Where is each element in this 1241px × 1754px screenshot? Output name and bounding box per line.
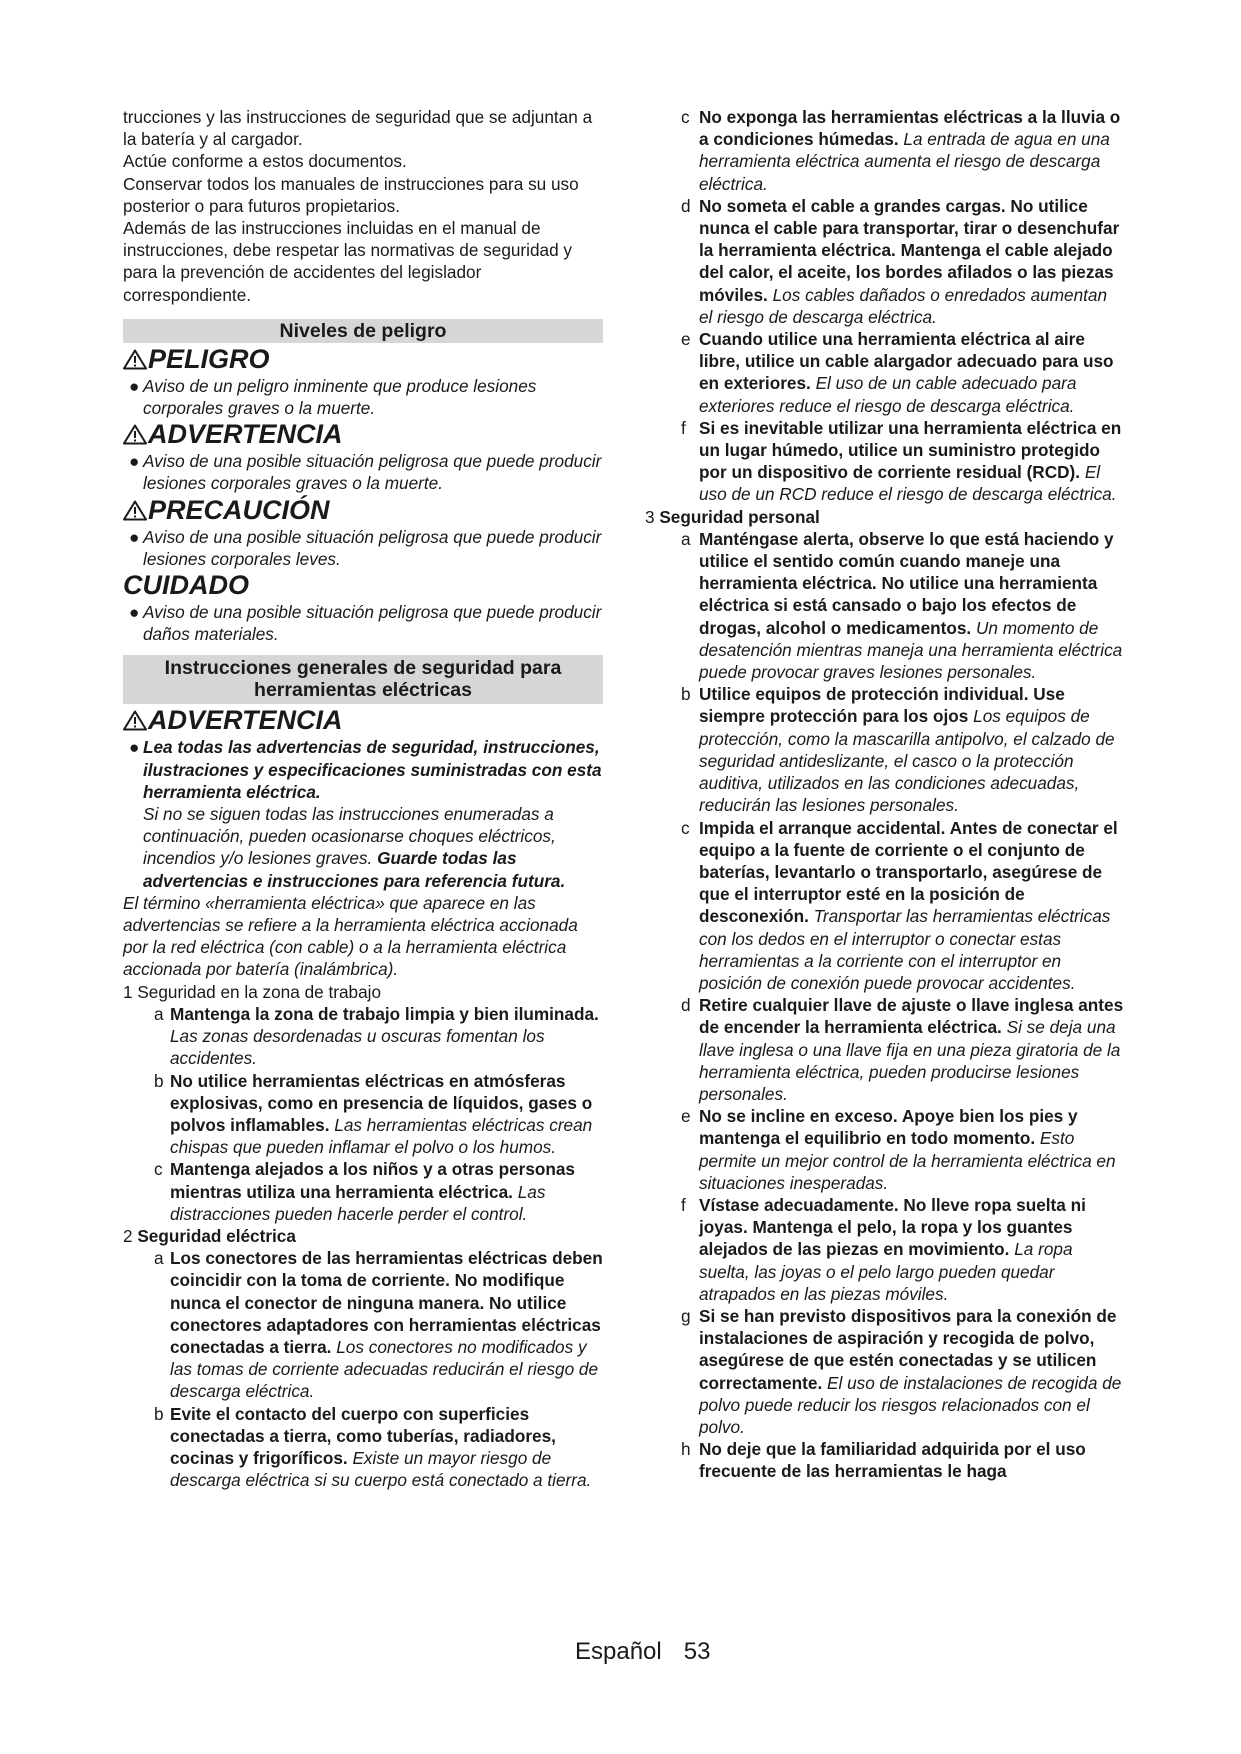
- ademas-text: Además de las instrucciones incluidas en el manual de instrucciones, debe respetar las normativas de seguridad y para la prevención de accidentes del legislador correspondiente.: [123, 218, 573, 305]
- item-bold: No someta el cable a grandes cargas. No utilice nunca el cable para transportar, tirar o desenchufar la herramienta eléctrica. Mantenga el cable alejado del calor, el aceite, los bordes afilados o las piezas móviles.: [699, 195, 1120, 305]
- left-column: [123, 106, 603, 1491]
- list-item: [123, 1247, 603, 1402]
- section-number: 1: [123, 981, 133, 1002]
- list-item: [645, 417, 1125, 506]
- warning-triangle-icon: [123, 424, 147, 445]
- item-bold: Cuando utilice una herramienta eléctrica al aire libre, utilice un cable alargador adecuado para uso en exteriores.: [699, 329, 1114, 394]
- level-text: Aviso de una posible situación peligrosa que puede producir daños materiales.: [143, 602, 602, 645]
- warning-bold-text: Lea todas las advertencias de seguridad, instrucciones, ilustraciones y especificaciones suministradas con esta herramienta eléctrica.: [143, 737, 602, 802]
- item-bold: No deje que la familiaridad adquirida por el uso frecuente de las herramientas le haga: [699, 1439, 1086, 1482]
- section-1: [123, 981, 603, 1003]
- page-number: 53: [683, 1638, 711, 1665]
- item-letter: h: [681, 1439, 691, 1460]
- item-text: El uso de instalaciones de recogida de polvo puede reducir los riesgos relacionados con el polvo.: [699, 1372, 1122, 1437]
- level-text: Aviso de un peligro inminente que produce lesiones corporales graves o la muerte.: [143, 375, 537, 419]
- item-text: El uso de un RCD reduce el riesgo de descarga eléctrica.: [699, 462, 1117, 505]
- level-peligro: PELIGRO ● Aviso de un peligro inminente que produce lesiones corporales graves o la muerte.: [123, 344, 603, 419]
- item-text: Las distracciones pueden hacerle perder el control.: [170, 1181, 546, 1224]
- item-letter: a: [681, 528, 691, 549]
- item-text: Un momento de desatención mientras maneja una herramienta eléctrica puede provocar graves lesiones personales.: [699, 617, 1123, 683]
- level-text: Aviso de una posible situación peligrosa que puede producir lesiones corporales graves o la muerte.: [143, 451, 602, 494]
- warning-text: Si no se siguen todas las instrucciones enumeradas a continuación, pueden ocasionarse choques eléctricos, incendios y/o lesiones graves.: [143, 804, 556, 869]
- warning-label: ADVERTENCIA: [148, 705, 343, 736]
- item-text: Transportar las herramientas eléctricas con los dedos en el interruptor o conectar estas herramientas a la corriente con el interruptor en posición de conexión puede provocar accidentes.: [699, 906, 1111, 993]
- item-text: El uso de un cable adecuado para exteriores reduce el riesgo de descarga eléctrica.: [699, 373, 1077, 416]
- warning-heading: [123, 705, 603, 736]
- level-label: PELIGRO: [148, 343, 270, 374]
- item-text: Existe un mayor riesgo de descarga eléctrica si su cuerpo está conectado a tierra.: [170, 1447, 592, 1491]
- item-text: Las herramientas eléctricas crean chispas que pueden inflamar el polvo o los humos.: [170, 1114, 593, 1158]
- item-bold: Vístase adecuadamente. No lleve ropa suelta ni joyas. Mantenga el pelo, la ropa y los guantes alejados de las piezas en movimiento.: [699, 1194, 1086, 1260]
- item-letter: f: [681, 1194, 686, 1215]
- item-bold: Si se han previsto dispositivos para la conexión de instalaciones de aspiración y recogida de polvo, asegúrese de que estén conectadas y se utilicen correctamente.: [699, 1305, 1117, 1393]
- section-number: 2: [123, 1225, 133, 1246]
- list-item: [123, 1403, 603, 1492]
- general-instructions-heading: [123, 655, 603, 704]
- item-bold: Si es inevitable utilizar una herramienta eléctrica en un lugar húmedo, utilice un suministro protegido por un dispositivo de corriente residual (RCD).: [699, 417, 1122, 483]
- item-letter: e: [681, 329, 691, 350]
- list-item: [645, 195, 1125, 328]
- list-item: [645, 106, 1125, 195]
- item-bold: No se incline en exceso. Apoye bien los pies y mantenga el equilibrio en todo momento.: [699, 1106, 1078, 1149]
- item-letter: c: [681, 817, 690, 838]
- list-item: [123, 1158, 603, 1225]
- section-2: [123, 1225, 603, 1247]
- list-item: [645, 1305, 1125, 1438]
- level-text: Aviso de una posible situación peligrosa que puede producir lesiones corporales leves.: [143, 526, 602, 569]
- list-item: [645, 817, 1125, 995]
- footer-language: Español: [575, 1638, 662, 1665]
- item-bold: No exponga las herramientas eléctricas a la lluvia o a condiciones húmedas.: [699, 107, 1121, 150]
- item-letter: c: [154, 1159, 163, 1180]
- list-item: [645, 683, 1125, 816]
- item-bold: No utilice herramientas eléctricas en atmósferas explosivas, como en presencia de líquidos, gases o polvos inflamables.: [170, 1070, 593, 1135]
- item-text: La entrada de agua en una herramienta eléctrica aumenta el riesgo de descarga eléctrica.: [699, 129, 1110, 194]
- conservar-text: Conservar todos los manuales de instrucciones para su uso posterior o para futuros propietarios.: [123, 173, 579, 216]
- warning-bullet: ● Lea todas las advertencias de seguridad, instrucciones, ilustraciones y especificaciones suministradas con esta herramienta eléctrica. Si no se siguen todas las instrucciones enumeradas a continuación, pueden ocasionarse choques eléctricos, incendios y/o lesiones graves. Guarde todas las advertencias e instrucciones para referencia futura.: [129, 737, 602, 891]
- section-title: Seguridad en la zona de trabajo: [137, 981, 382, 1002]
- level-label: CUIDADO: [123, 570, 249, 601]
- item-letter: c: [681, 107, 690, 127]
- item-letter: d: [681, 195, 691, 216]
- page-footer: [575, 1638, 710, 1666]
- section-number: 3: [645, 506, 655, 527]
- section-title: Seguridad eléctrica: [137, 1225, 296, 1246]
- warning-triangle-icon: [123, 500, 147, 521]
- list-item: [645, 528, 1125, 683]
- item-bold: Manténgase alerta, observe lo que está haciendo y utilice el sentido común cuando maneje una herramienta eléctrica. No utilice una herramienta eléctrica si está cansado o bajo los efectos de drogas, alcohol o medicamentos.: [699, 528, 1114, 638]
- item-text: Los conectores no modificados y las tomas de corriente adecuadas reducirán el riesgo de descarga eléctrica.: [170, 1336, 599, 1402]
- level-advertencia: ADVERTENCIA ● Aviso de una posible situación peligrosa que puede producir lesiones corporales graves o la muerte.: [123, 419, 603, 494]
- item-letter: g: [681, 1305, 691, 1326]
- item-letter: b: [154, 1403, 164, 1424]
- list-item: [645, 1194, 1125, 1305]
- level-cuidado: CUIDADO ● Aviso de una posible situación peligrosa que puede producir daños materiales.: [123, 570, 602, 645]
- item-text: La ropa suelta, las joyas o el pelo largo pueden quedar atrapados en las piezas móviles.: [699, 1239, 1073, 1304]
- item-bold: Mantenga la zona de trabajo limpia y bien iluminada.: [170, 1003, 599, 1024]
- list-item: [123, 1003, 603, 1070]
- intro-text: trucciones y las instrucciones de seguridad que se adjuntan a la batería y al cargador.: [123, 107, 593, 150]
- act-text: Actúe conforme a estos documentos.: [123, 151, 407, 172]
- item-text: Las zonas desordenadas u oscuras fomentan los accidentes.: [170, 1026, 545, 1069]
- item-text: Esto permite un mejor control de la herramienta eléctrica en situaciones inesperadas.: [699, 1128, 1116, 1193]
- item-letter: b: [154, 1070, 164, 1091]
- item-letter: a: [154, 1248, 164, 1269]
- item-bold: Evite el contacto del cuerpo con superficies conectadas a tierra, como tuberías, radiadores, cocinas y frigoríficos.: [170, 1403, 556, 1468]
- term-text: El término «herramienta eléctrica» que aparece en las advertencias se refiere a la herramienta eléctrica accionada por la red eléctrica (con cable) o a la herramienta eléctrica accionada por batería (inalámbrica).: [123, 892, 578, 980]
- item-letter: f: [681, 417, 686, 438]
- item-text: Los equipos de protección, como la mascarilla antipolvo, el calzado de seguridad antideslizante, el casco o la protección auditiva, utilizados en las condiciones adecuadas, reducirán las lesiones personales.: [699, 706, 1115, 816]
- heading-line-2: herramientas eléctricas: [254, 679, 472, 702]
- item-bold: Mantenga alejados a los niños y a otras personas mientras utiliza una herramienta eléctrica.: [170, 1159, 575, 1202]
- warning-triangle-icon: [123, 710, 147, 731]
- list-item: [645, 328, 1125, 417]
- list-item: [645, 1105, 1125, 1194]
- item-bold: Utilice equipos de protección individual. Use siempre protección para los ojos: [699, 684, 1065, 727]
- list-item: [645, 994, 1125, 1105]
- item-letter: d: [681, 995, 691, 1016]
- warning-triangle-icon: [123, 349, 147, 370]
- item-letter: a: [154, 1003, 164, 1024]
- list-item: [645, 1438, 1125, 1482]
- level-precaucion: PRECAUCIÓN ● Aviso de una posible situación peligrosa que puede producir lesiones corporales leves.: [123, 495, 603, 570]
- item-bold: Retire cualquier llave de ajuste o llave inglesa antes de encender la herramienta eléctrica.: [699, 995, 1124, 1038]
- level-label: ADVERTENCIA: [148, 419, 343, 450]
- item-letter: e: [681, 1106, 691, 1127]
- item-letter: b: [681, 684, 691, 705]
- right-column: [645, 106, 1125, 1483]
- item-bold: Los conectores de las herramientas eléctricas deben coincidir con la toma de corriente. No modifique nunca el conector de ninguna manera. No utilice conectores adaptadores con herramientas eléctricas conectadas a tierra.: [170, 1248, 603, 1357]
- list-item: [123, 1070, 603, 1159]
- heading-line-1: Instrucciones generales de seguridad para: [164, 657, 562, 680]
- item-bold: Impida el arranque accidental. Antes de conectar el equipo a la fuente de corriente o el conjunto de baterías, levantarlo o transportarlo, asegúrese de que el interruptor esté en la posición de desconexión.: [699, 817, 1118, 927]
- section-3: [645, 506, 1125, 528]
- item-text: Los cables dañados o enredados aumentan el riesgo de descarga eléctrica.: [699, 284, 1108, 327]
- section-title: Seguridad personal: [659, 506, 820, 527]
- warning-bold-text-2: Guarde todas las advertencias e instrucciones para referencia futura.: [143, 848, 566, 891]
- levels-heading: Niveles de peligro: [123, 319, 603, 343]
- level-label: PRECAUCIÓN: [148, 494, 330, 525]
- item-text: Si se deja una llave inglesa o una llave fija en una pieza giratoria de la herramienta eléctrica, pueden producirse lesiones personales.: [699, 1017, 1121, 1104]
